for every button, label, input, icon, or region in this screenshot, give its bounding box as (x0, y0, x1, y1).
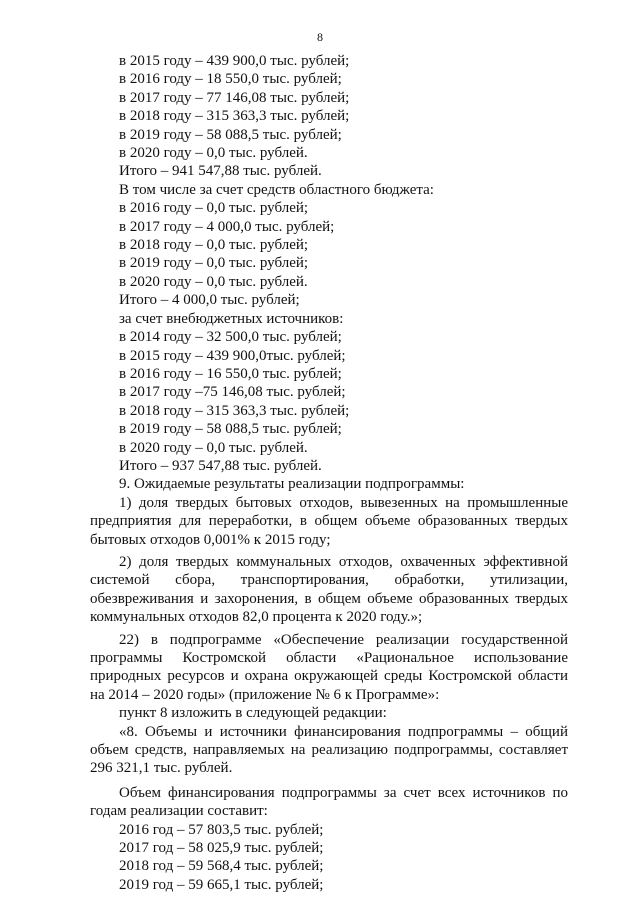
text-line: в 2020 году – 0,0 тыс. рублей. (119, 273, 308, 290)
text-line: в 2017 году – 77 146,08 тыс. рублей; (119, 89, 350, 106)
text-line: в 2019 году – 58 088,5 тыс. рублей; (119, 126, 342, 143)
document-body (90, 52, 568, 894)
text-line: в 2016 году – 0,0 тыс. рублей; (119, 200, 309, 217)
text-line: в 2016 году – 16 550,0 тыс. рублей; (119, 365, 342, 382)
text-line: 2016 год – 57 803,5 тыс. рублей; (119, 821, 324, 838)
text-line: В том числе за счет средств областного бюджета: (119, 181, 434, 198)
text-line: в 2015 году – 439 900,0 тыс. рублей; (119, 53, 350, 69)
text-line: в 2019 году – 58 088,5 тыс. рублей; (119, 421, 342, 438)
text-line: в 2019 году – 0,0 тыс. рублей; (119, 255, 309, 272)
paragraph-funding-volumes: «8. Объемы и источники финансирования подпрограммы – общий объем средств, направляемых на реализацию подпрограммы, составляет 296 321,1 тыс. рублей. (90, 723, 568, 777)
text-line: за счет внебюджетных источников: (119, 310, 344, 327)
section-heading: 9. Ожидаемые результаты реализации подпрограммы: (119, 476, 465, 493)
text-line: в 2016 году – 18 550,0 тыс. рублей; (119, 71, 342, 88)
text-line: в 2017 году – 4 000,0 тыс. рублей; (119, 218, 335, 235)
text-line: в 2020 году – 0,0 тыс. рублей. (119, 145, 308, 162)
text-line: в 2017 году –75 146,08 тыс. рублей; (119, 384, 346, 401)
text-line: Итого – 937 547,88 тыс. рублей. (119, 457, 322, 474)
text-line: 2019 год – 59 665,1 тыс. рублей; (119, 876, 324, 893)
text-line: пункт 8 изложить в следующей редакции: (119, 705, 387, 722)
text-line: в 2018 году – 0,0 тыс. рублей; (119, 237, 309, 254)
text-line: в 2015 году – 439 900,0тыс. рублей; (119, 347, 346, 364)
page-number: 8 (317, 30, 323, 44)
text-line: в 2014 году – 32 500,0 тыс. рублей; (119, 329, 342, 346)
text-line: Итого – 941 547,88 тыс. рублей. (119, 163, 322, 180)
text-line: в 2020 году – 0,0 тыс. рублей. (119, 439, 308, 456)
text-line: 2017 год – 58 025,9 тыс. рублей; (119, 840, 324, 857)
text-line: в 2018 году – 315 363,3 тыс. рублей; (119, 402, 350, 419)
text-line: 2018 год – 59 568,4 тыс. рублей; (119, 858, 324, 875)
paragraph-subprogram-amendment: 22) в подпрограмме «Обеспечение реализации государственной программы Костромской области «Рациональное использование природных ресурсов и охрана окружающей среды Костромской области на 2014 – 2020 годы» (приложение № 6 к Программе»: (90, 631, 568, 703)
paragraph-communal-waste: 2) доля твердых коммунальных отходов, охваченных эффективной системой сбора, транспортирования, обработки, утилизации, обезвреживания и захоронения, в общем объеме образованных твердых коммунальных отходов 82,0 процента к 2020 году.»; (90, 553, 568, 626)
paragraph-solid-waste: 1) доля твердых бытовых отходов, вывезенных на промышленные предприятия для переработки, в общем объеме образованных твердых бытовых отходов 0,001% к 2015 году; (90, 494, 568, 548)
paragraph-funding-by-year: Объем финансирования подпрограммы за счет всех источников по годам реализации составит: (90, 784, 568, 820)
text-line: в 2018 году – 315 363,3 тыс. рублей; (119, 108, 350, 125)
text-line: Итого – 4 000,0 тыс. рублей; (119, 292, 300, 309)
